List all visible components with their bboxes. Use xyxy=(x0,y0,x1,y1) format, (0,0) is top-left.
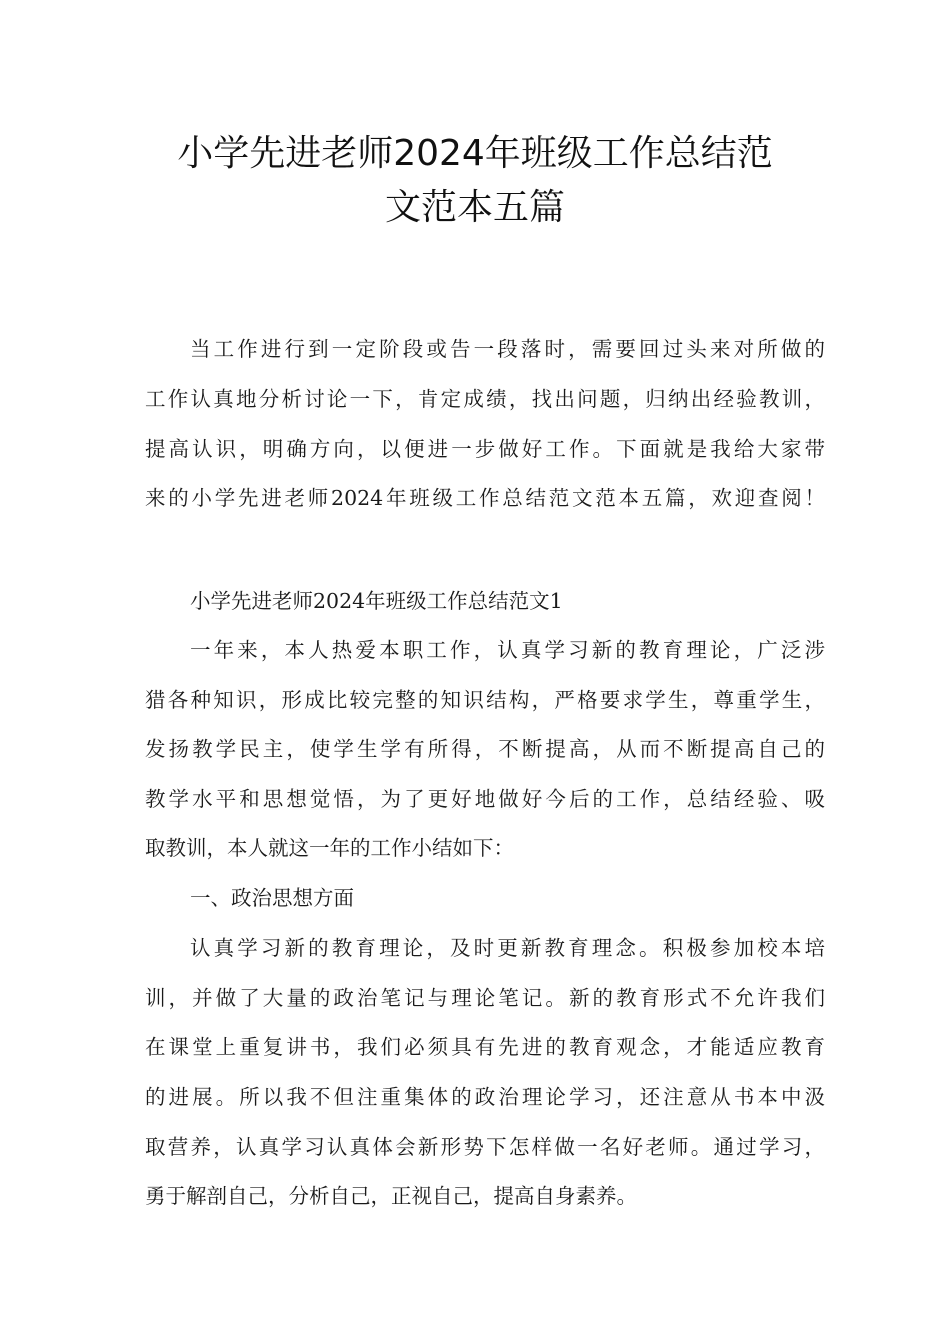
intro-line: 当工作进行到一定阶段或告一段落时，需要回过头来对所做的 xyxy=(190,337,825,361)
paragraph-line: 取营养，认真学习认真体会新形势下怎样做一名好老师。通过学习， xyxy=(145,1135,825,1159)
subheading: 一、政治思想方面 xyxy=(190,886,354,910)
paragraph-line: 取教训，本人就这一年的工作小结如下： xyxy=(145,836,514,860)
intro-line: 来的小学先进老师2024年班级工作总结范文范本五篇，欢迎查阅！ xyxy=(145,486,825,510)
paragraph-line: 在课堂上重复讲书，我们必须具有先进的教育观念，才能适应教育 xyxy=(145,1035,825,1059)
paragraph-line: 训，并做了大量的政治笔记与理论笔记。新的教育形式不允许我们 xyxy=(145,986,825,1010)
paragraph-line: 教学水平和思想觉悟，为了更好地做好今后的工作，总结经验、吸 xyxy=(145,787,825,811)
section-heading: 小学先进老师2024年班级工作总结范文1 xyxy=(190,589,563,613)
intro-line: 工作认真地分析讨论一下，肯定成绩，找出问题，归纳出经验教训， xyxy=(145,387,825,411)
intro-line: 提高认识，明确方向，以便进一步做好工作。下面就是我给大家带 xyxy=(145,437,825,461)
document-title-line-2: 文范本五篇 xyxy=(384,187,565,228)
paragraph-line: 猎各种知识，形成比较完整的知识结构，严格要求学生，尊重学生， xyxy=(145,688,825,712)
paragraph-line: 的进展。所以我不但注重集体的政治理论学习，还注意从书本中汲 xyxy=(145,1085,825,1109)
paragraph-line: 发扬教学民主，使学生学有所得，不断提高，从而不断提高自己的 xyxy=(145,737,825,761)
document-title-line-1: 小学先进老师2024年班级工作总结范 xyxy=(177,133,773,174)
paragraph-line: 勇于解剖自己，分析自己，正视自己，提高自身素养。 xyxy=(145,1184,637,1208)
paragraph-line: 认真学习新的教育理论，及时更新教育理念。积极参加校本培 xyxy=(190,936,825,960)
paragraph-line: 一年来，本人热爱本职工作，认真学习新的教育理论，广泛涉 xyxy=(190,638,825,662)
